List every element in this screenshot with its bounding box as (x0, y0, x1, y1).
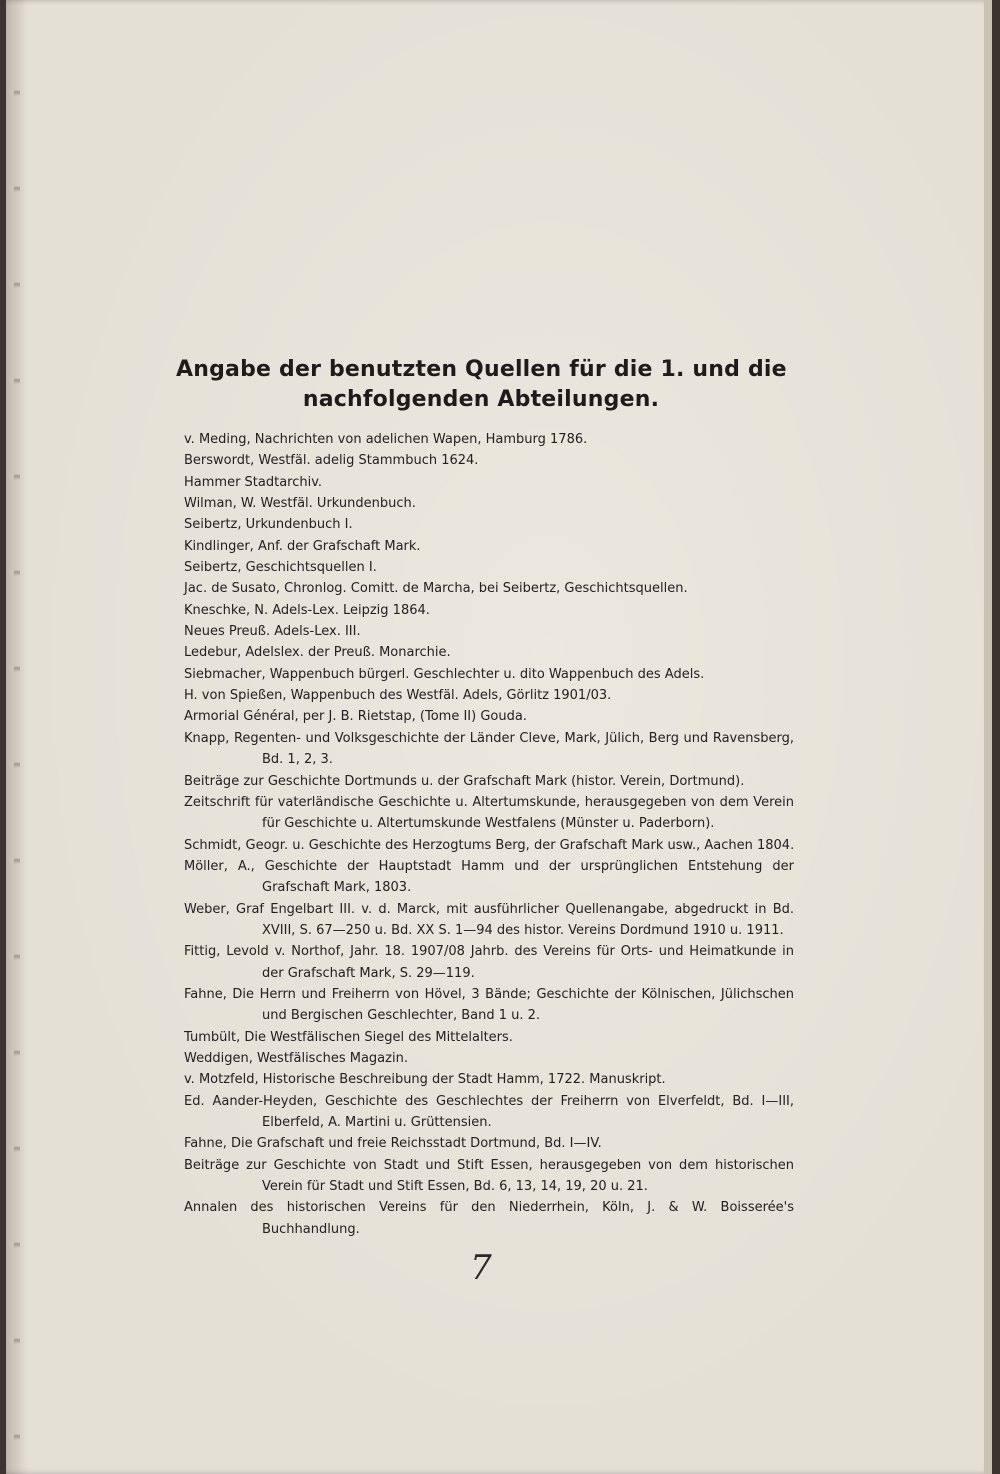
source-item: Weddigen, Westfälisches Magazin. (184, 1050, 408, 1066)
source-item: Knapp, Regenten- und Volksgeschichte der Länder Cleve, Mark, Jülich, Berg und Ravensberg, Bd. 1, 2, 3. (184, 730, 794, 768)
source-item: Kindlinger, Anf. der Grafschaft Mark. (184, 538, 421, 554)
page-number: 7 (470, 1248, 492, 1288)
source-item: Fahne, Die Herrn und Freiherrn von Hövel, 3 Bände; Geschichte der Kölnischen, Jülichschen und Bergischen Geschlechter, Band 1 u. 2. (184, 986, 794, 1024)
source-item: Tumbült, Die Westfälischen Siegel des Mittelalters. (184, 1029, 513, 1045)
source-item: v. Meding, Nachrichten von adelichen Wapen, Hamburg 1786. (184, 432, 588, 447)
page-edge (984, 0, 992, 1474)
source-item: Siebmacher, Wappenbuch bürgerl. Geschlechter u. dito Wappenbuch des Adels. (184, 666, 705, 682)
source-item: Neues Preuß. Adels-Lex. III. (184, 624, 361, 640)
source-item: Fahne, Die Grafschaft und freie Reichsstadt Dortmund, Bd. I—IV. (184, 1136, 602, 1152)
source-item: Jac. de Susato, Chronlog. Comitt. de Marcha, bei Seibertz, Geschichtsquellen. (184, 581, 688, 597)
source-list (184, 429, 794, 1240)
source-item: v. Motzfeld, Historische Beschreibung der Stadt Hamm, 1722. Manuskript. (184, 1072, 666, 1088)
book-page (6, 0, 992, 1474)
title-line-1: Angabe der benutzten Quellen für die 1. und die (176, 357, 787, 382)
page-title (176, 355, 786, 415)
spine-shadow (14, 0, 20, 1474)
title-line-2: nachfolgenden Abteilungen. (302, 387, 660, 412)
source-item: Berswordt, Westfäl. adelig Stammbuch 1624. (184, 453, 479, 469)
source-item: Schmidt, Geogr. u. Geschichte des Herzogtums Berg, der Grafschaft Mark usw., Aachen 1804. (184, 837, 795, 853)
source-item: Seibertz, Urkundenbuch I. (184, 517, 353, 533)
source-item: Armorial Général, per J. B. Rietstap, (Tome II) Gouda. (184, 709, 527, 725)
source-item: Seibertz, Geschichtsquellen I. (184, 560, 377, 576)
source-item: Zeitschrift für vaterländische Geschichte u. Altertumskunde, herausgegeben von dem Verein für Geschichte u. Altertumskunde Westfalens (Münster u. Paderborn). (184, 794, 794, 832)
source-item: Weber, Graf Engelbart III. v. d. Marck, mit ausführlicher Quellenangabe, abgedruckt in Bd. XVIII, S. 67—250 u. Bd. XX S. 1—94 des histor. Vereins Dordmund 1910 u. 1911. (184, 901, 794, 938)
source-item: Fittig, Levold v. Northof, Jahr. 18. 1907/08 Jahrb. des Vereins für Orts- und Heimatkunde in der Grafschaft Mark, S. 29—119. (184, 944, 794, 981)
source-item: Annalen des historischen Vereins für den Niederrhein, Köln, J. & W. Boisserée's Buchhandlung. (184, 1200, 794, 1237)
source-item: Hammer Stadtarchiv. (184, 474, 323, 490)
source-item: Beiträge zur Geschichte von Stadt und Stift Essen, herausgegeben von dem historischen Verein für Stadt und Stift Essen, Bd. 6, 13, 14, 19, 20 u. 21. (184, 1157, 794, 1195)
source-item: Wilman, W. Westfäl. Urkundenbuch. (184, 496, 416, 512)
source-item: Möller, A., Geschichte der Hauptstadt Hamm und der ursprünglichen Entstehung der Grafschaft Mark, 1803. (184, 858, 794, 896)
source-item: Ledebur, Adelslex. der Preuß. Monarchie. (184, 645, 451, 661)
source-item: H. von Spießen, Wappenbuch des Westfäl. Adels, Görlitz 1901/03. (184, 688, 612, 704)
source-item: Kneschke, N. Adels-Lex. Leipzig 1864. (184, 602, 430, 618)
source-item: Beiträge zur Geschichte Dortmunds u. der Grafschaft Mark (histor. Verein, Dortmund). (184, 773, 745, 789)
source-item: Ed. Aander-Heyden, Geschichte des Geschlechtes der Freiherrn von Elverfeldt, Bd. I—III, Elberfeld, A. Martini u. Grüttensien. (184, 1093, 794, 1130)
